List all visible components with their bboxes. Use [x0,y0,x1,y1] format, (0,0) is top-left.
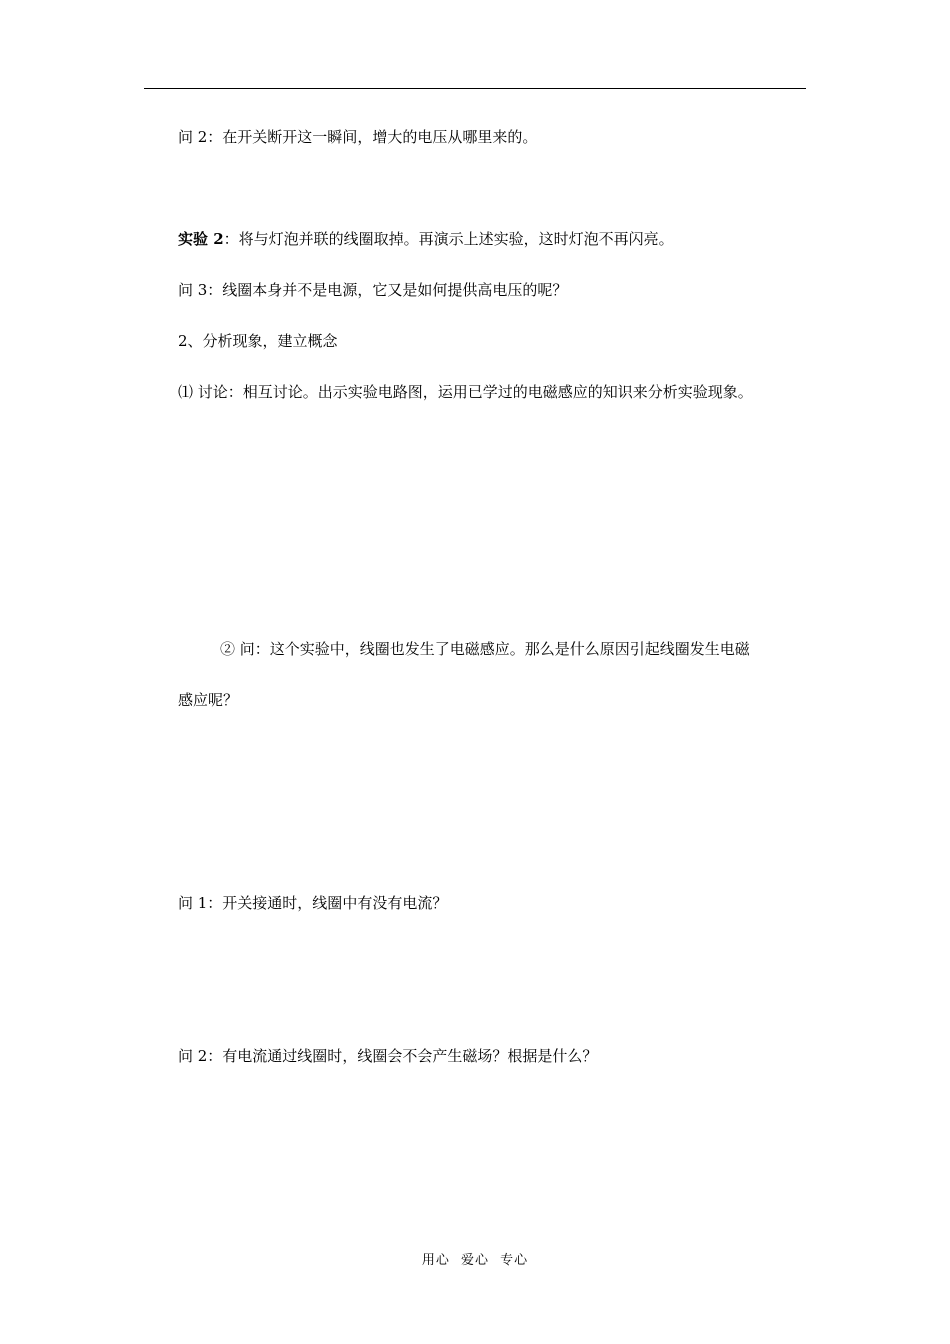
discussion-paragraph: ⑴ 讨论：相互讨论。出示实验电路图，运用已学过的电磁感应的知识来分析实验现象。 [178,383,753,401]
experiment-2-text: ：将与灯泡并联的线圈取掉。再演示上述实验，这时灯泡不再闪亮。 [223,230,674,248]
section-2-heading: 2、分析现象，建立概念 [178,332,338,350]
item-2-question-line1: ② 问：这个实验中，线圈也发生了电磁感应。那么是什么原因引起线圈发生电磁 [220,640,750,658]
page-footer: 用心 爱心 专心 [421,1253,529,1268]
question-3: 问 3：线圈本身并不是电源，它又是如何提供高电压的呢？ [178,281,568,299]
item-2-question-line2: 感应呢？ [178,691,239,709]
question-1-current: 问 1：开关接通时，线圈中有没有电流？ [178,894,448,912]
header-rule [144,88,806,89]
question-2-magnetic-field: 问 2：有电流通过线圈时，线圈会不会产生磁场？根据是什么？ [178,1047,598,1065]
experiment-2-paragraph [178,229,674,249]
question-2-switch-off: 问 2：在开关断开这一瞬间，增大的电压从哪里来的。 [178,128,538,146]
experiment-2-label: 实验 2 [178,230,224,248]
